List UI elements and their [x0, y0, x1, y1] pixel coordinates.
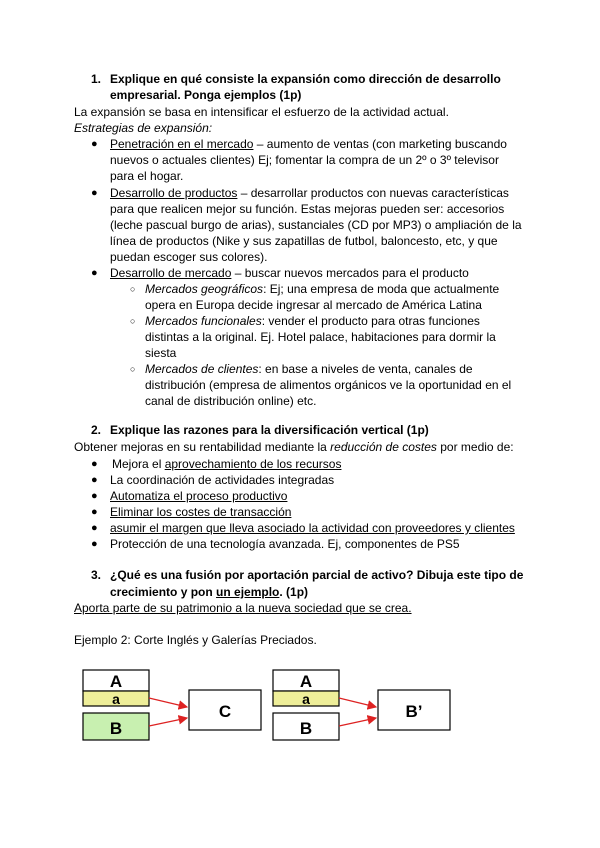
bullet-icon: ● [91, 490, 98, 502]
hollow-bullet-icon: ○ [130, 316, 136, 326]
q3-answer: Aporta parte de su patrimonio a la nueva sociedad que se crea. [74, 601, 412, 615]
arrow-icon [339, 718, 376, 726]
hollow-bullet-icon: ○ [130, 364, 136, 374]
q2-number: 2. [91, 423, 102, 437]
q3-example: Ejemplo 2: Corte Inglés y Galerías Preciados. [74, 633, 317, 647]
bullet-icon: ● [91, 474, 98, 486]
fusion-diagram [0, 660, 600, 760]
q1-item-1-line1 [110, 136, 507, 152]
arrow-icon [339, 698, 376, 707]
q1-item-1-line2: nuevos o actuales clientes) Ej; fomentar la compra de un 2º o 3º televisor [110, 153, 499, 167]
q1-item-1-term: Penetración en el mercado [110, 137, 254, 151]
q1-subitem-2-line3: siesta [145, 346, 177, 360]
q1-intro: La expansión se basa en intensificar el esfuerzo de la actividad actual. [74, 105, 449, 119]
left-label-c: C [218, 702, 232, 721]
q3-title-line1: ¿Qué es una fusión por aportación parcial de activo? Dibuja este tipo de [110, 568, 524, 582]
q2-item-1 [112, 456, 341, 472]
left-label-a: A [109, 672, 123, 691]
q1-number: 1. [91, 72, 102, 86]
q1-title-line1: Explique en qué consiste la expansión como dirección de desarrollo [110, 72, 501, 86]
q1-subitem-2-rest: : vender el producto para otras funciones [261, 314, 480, 328]
q1-subitem-2-term: Mercados funcionales [145, 314, 262, 328]
q3-title-line2-b: un ejemplo [216, 585, 280, 599]
bullet-icon: ● [91, 522, 98, 534]
q3-title-line2-c: . (1p) [279, 585, 309, 599]
q2-item-2: La coordinación de actividades integradas [110, 473, 335, 487]
right-label-small-a: a [302, 691, 310, 707]
q1-item-3-term: Desarrollo de mercado [110, 266, 232, 280]
q3-number: 3. [91, 568, 102, 582]
q1-item-2-line5: puedan escoger sus colores). [110, 250, 268, 264]
bullet-icon: ● [91, 538, 98, 550]
q1-item-2-term: Desarrollo de productos [110, 186, 238, 200]
bullet-icon: ● [91, 506, 98, 518]
q2-item-6: Protección de una tecnología avanzada. Ej, componentes de PS5 [110, 537, 460, 551]
q1-item-1-line3: para el hogar. [110, 169, 184, 183]
q1-subitem-1-rest: : Ej; una empresa de moda que actualmente [263, 282, 500, 296]
q1-item-2-line1 [110, 185, 509, 201]
bullet-icon: ● [91, 458, 98, 470]
right-label-b-prime: B’ [405, 702, 423, 721]
q1-strategies-label: Estrategias de expansión: [74, 121, 213, 135]
q2-item-1-b: aprovechamiento de los recursos [164, 457, 342, 471]
right-label-a: A [299, 672, 313, 691]
q2-item-1-a: Mejora el [112, 457, 165, 471]
arrow-icon [149, 698, 187, 707]
q1-subitem-1-line1 [145, 281, 499, 297]
q2-intro-a: Obtener mejoras en su rentabilidad mediante la [74, 440, 331, 454]
left-label-small-a: a [112, 691, 120, 707]
q3-title-line2-a: crecimiento y pon [110, 585, 217, 599]
q2-intro [74, 439, 514, 455]
q1-subitem-3-line2: distribución (empresa de alimentos orgánicos ve la oportunidad en el [145, 378, 512, 392]
q1-subitem-2-line1 [145, 313, 480, 329]
q1-subitem-3-line1 [145, 361, 473, 377]
q1-subitem-1-line2: opera en Europa decide ingresar al mercado de América Latina [145, 298, 482, 312]
right-label-b: B [299, 719, 313, 738]
q1-item-3-rest: – buscar nuevos mercados para el producto [231, 266, 469, 280]
q3-title-line2 [110, 584, 308, 600]
arrow-icon [149, 718, 187, 726]
bullet-icon: ● [91, 138, 98, 150]
q1-subitem-3-line3: canal de distribución online) etc. [145, 394, 317, 408]
q2-title: Explique las razones para la diversificación vertical (1p) [110, 423, 429, 437]
bullet-icon: ● [91, 267, 98, 279]
q2-item-3: Automatiza el proceso productivo [110, 489, 288, 503]
q1-item-2-rest: – desarrollar productos con nuevas características [237, 186, 509, 200]
q2-intro-italic: reducción de costes [330, 440, 437, 454]
q1-subitem-1-term: Mercados geográficos [145, 282, 264, 296]
q1-item-1-rest: – aumento de ventas (con marketing buscando [253, 137, 507, 151]
q1-item-3-line1 [110, 265, 469, 281]
q1-item-2-line2: para que realicen mejor su función. Estas mejoras pueden ser: accesorios [110, 202, 505, 216]
left-label-b: B [109, 719, 123, 738]
q1-item-2-line3: (leche pascual burgo de arias), sustanciales (CD por MP3) o ampliación de la [110, 218, 522, 232]
q1-title-line2: empresarial. Ponga ejemplos (1p) [110, 88, 302, 102]
q2-item-4: Eliminar los costes de transacción [110, 505, 292, 519]
q2-intro-c: por medio de: [436, 440, 514, 454]
q1-subitem-2-line2: distintas a la original. Ej. Hotel palace, habitaciones para dormir la [145, 330, 496, 344]
bullet-icon: ● [91, 187, 98, 199]
q2-item-5: asumir el margen que lleva asociado la actividad con proveedores y clientes [110, 521, 515, 535]
q1-subitem-3-rest: : en base a niveles de venta, canales de [258, 362, 473, 376]
hollow-bullet-icon: ○ [130, 284, 136, 294]
q1-item-2-line4: línea de productos (Nike y sus zapatillas de futbol, baloncesto, etc, y que [110, 234, 498, 248]
q1-subitem-3-term: Mercados de clientes [145, 362, 259, 376]
